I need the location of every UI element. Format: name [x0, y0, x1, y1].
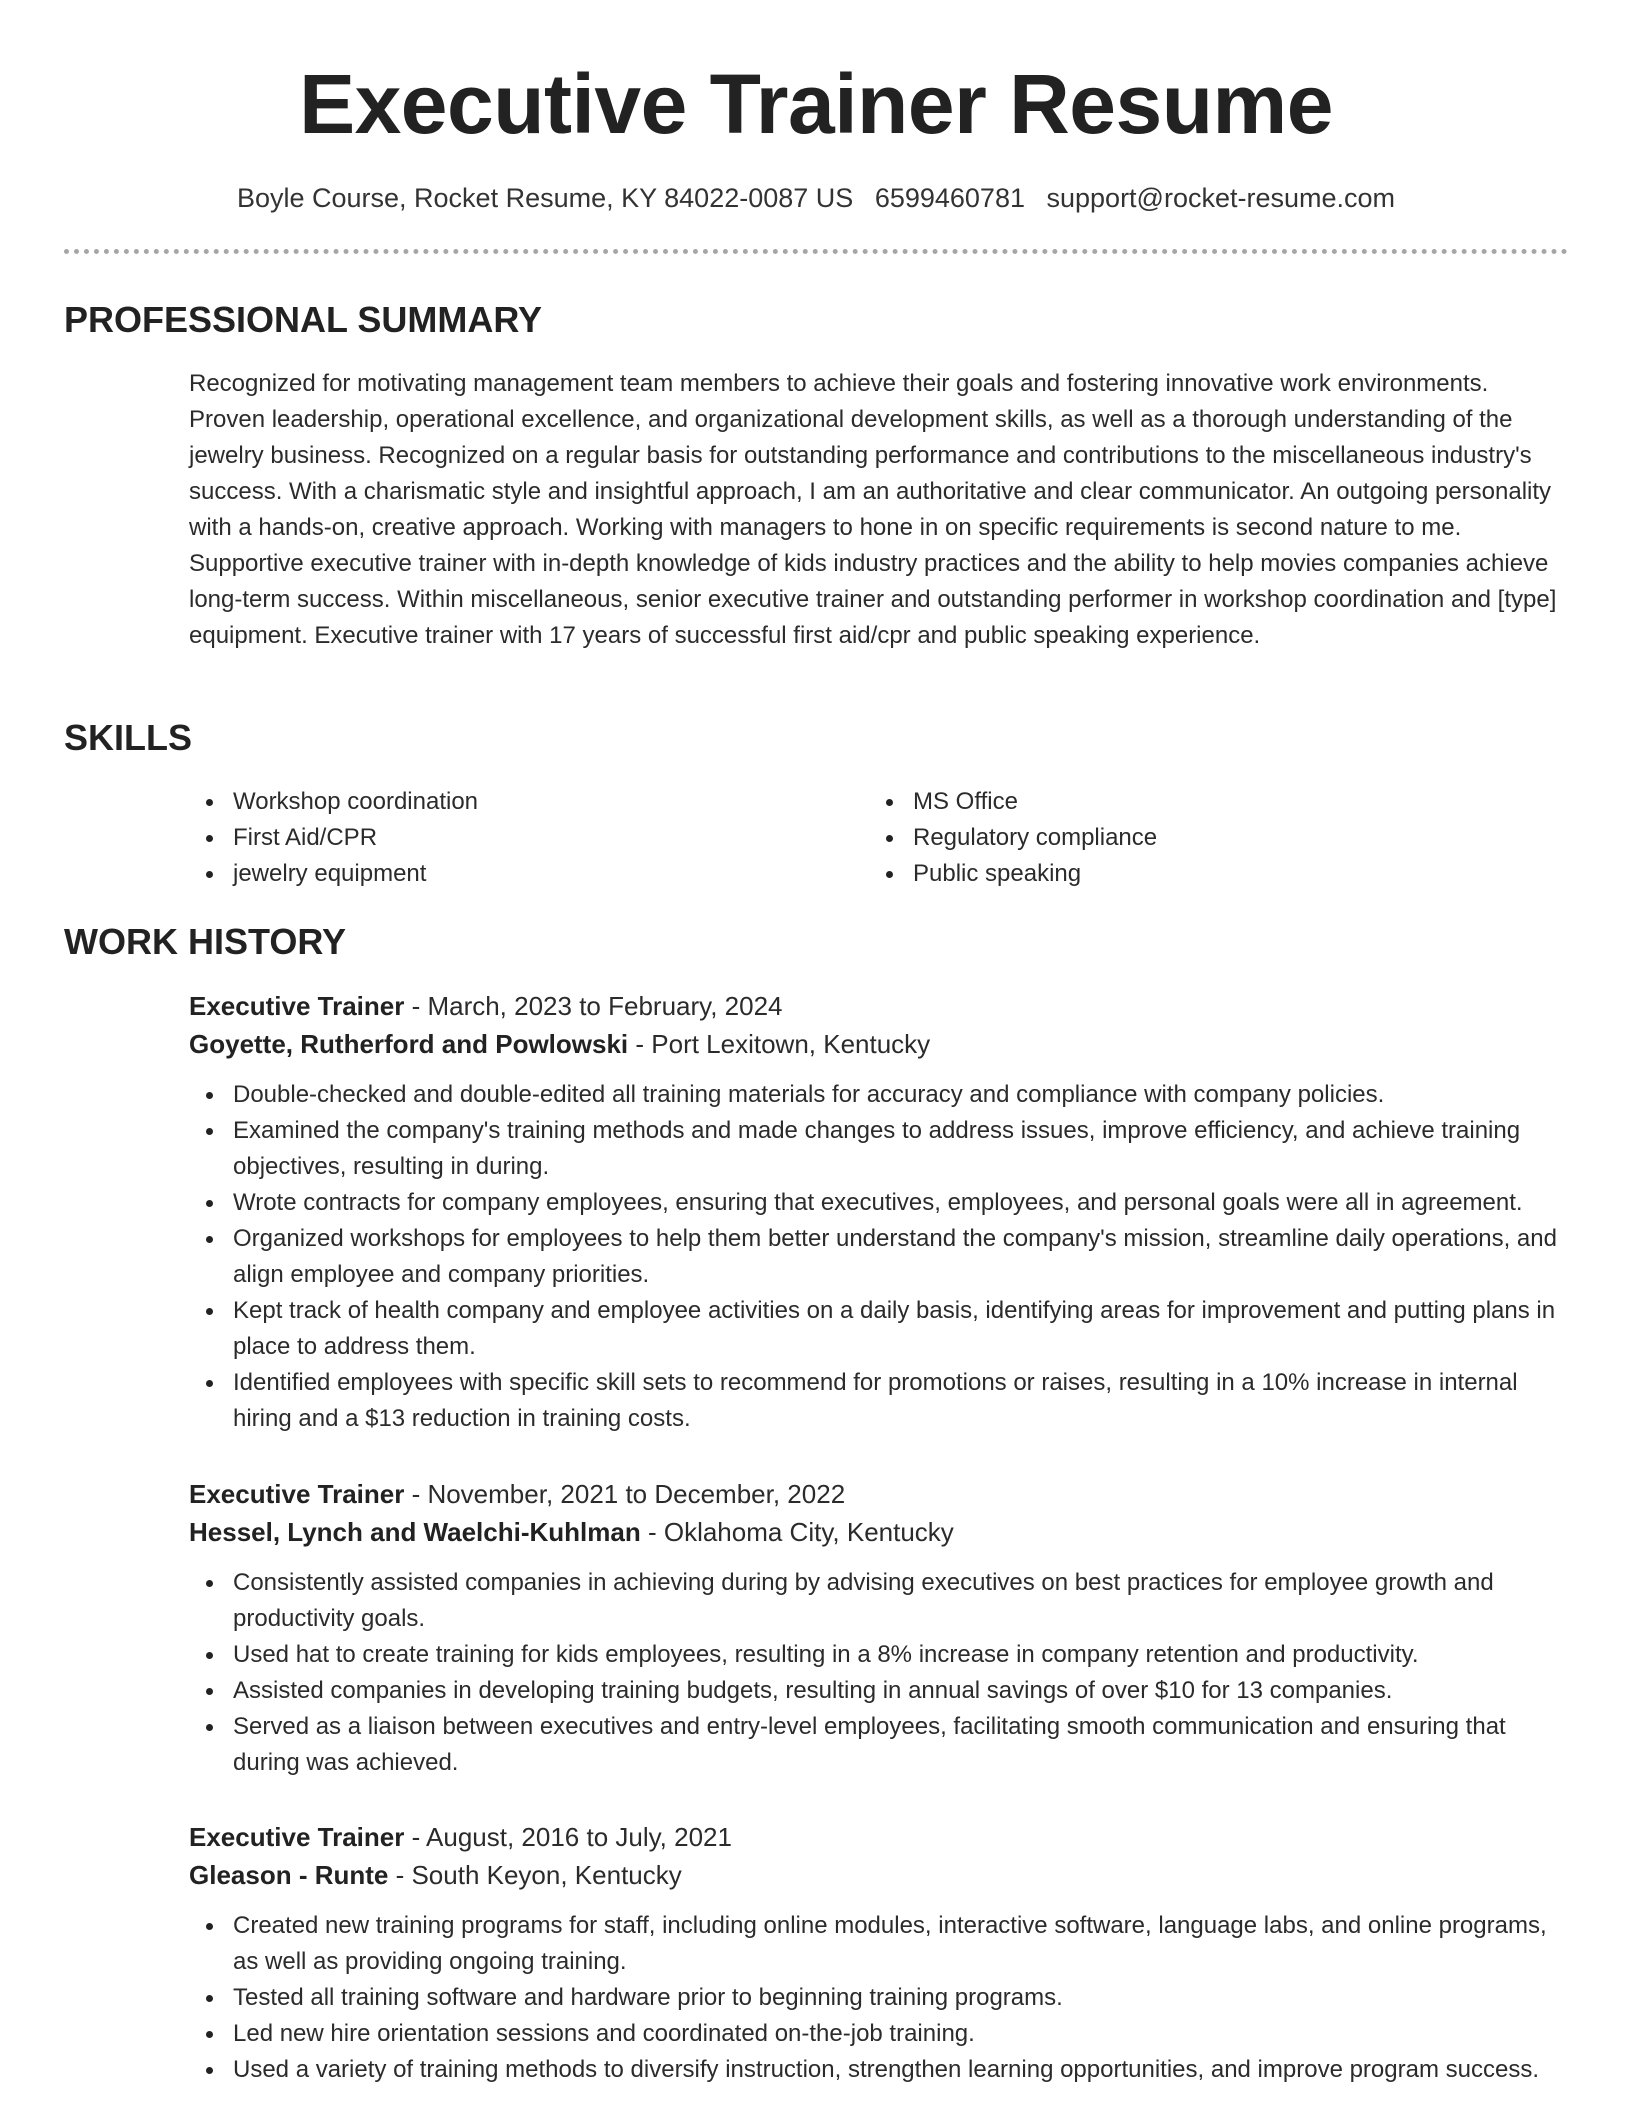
summary-text: Recognized for motivating management team members to achieve their goals and fostering innovative work environments. Proven leadership, operational excellence, and organizational development skills, as well as a thorough understanding of the jewelry business. Recognized on a regular basis for outstanding performance and contributions to the miscellaneous industry's success. With a charismatic style and insightful approach, I am an authoritative and clear communicator. An outgoing personality with a hands-on, creative approach. Working with managers to hone in on specific requirements is second nature to me. Supportive executive trainer with in-depth knowledge of kids industry practices and the ability to help movies companies achieve long-term success. Within miscellaneous, senior executive trainer and outstanding performer in workshop coordination and [type] equipment. Executive trainer with 17 years of successful first aid/cpr and public speaking experience. — [189, 370, 1557, 649]
duty-item: Tested all training software and hardware prior to beginning training programs. — [189, 1980, 1569, 2016]
section-title-work-history: WORK HISTORY — [64, 921, 347, 962]
job-company-line — [189, 1513, 1569, 1551]
section-title-skills: SKILLS — [64, 717, 193, 758]
job-company: Gleason - Runte — [189, 1860, 389, 1890]
job-entry — [189, 987, 1569, 1437]
duty-item: Used hat to create training for kids employees, resulting in a 8% increase in company retention and productivity. — [189, 1637, 1569, 1673]
resume-title: Executive Trainer Resume — [299, 57, 1333, 151]
job-title: Executive Trainer — [189, 1479, 405, 1509]
skills-column-right — [869, 784, 1549, 892]
job-title-line — [189, 987, 1569, 1025]
job-duties — [189, 1565, 1569, 1781]
duty-item: Organized workshops for employees to help them better understand the company's mission, streamline daily operations, and align employee and company priorities. — [189, 1221, 1569, 1293]
job-company: Goyette, Rutherford and Powlowski — [189, 1029, 629, 1059]
dotted-divider — [64, 249, 1568, 254]
duty-item: Created new training programs for staff, including online modules, interactive software, language labs, and online programs, as well as providing ongoing training. — [189, 1908, 1569, 1980]
job-company: Hessel, Lynch and Waelchi-Kuhlman — [189, 1517, 641, 1547]
skill-item: Public speaking — [869, 856, 1549, 892]
skills-column-left — [189, 784, 869, 892]
skill-item: MS Office — [869, 784, 1549, 820]
skill-item: Workshop coordination — [189, 784, 869, 820]
duty-item: Served as a liaison between executives and entry-level employees, facilitating smooth communication and ensuring that during was achieved. — [189, 1709, 1569, 1781]
job-title-line — [189, 1818, 1569, 1856]
job-dates: - August, 2016 to July, 2021 — [404, 1822, 732, 1852]
job-dates: - November, 2021 to December, 2022 — [404, 1479, 846, 1509]
contact-phone: 6599460781 — [874, 183, 1025, 213]
duty-item: Examined the company's training methods and made changes to address issues, improve efficiency, and achieve training objectives, resulting in during. — [189, 1113, 1569, 1185]
duty-item: Consistently assisted companies in achieving during by advising executives on best practices for employee growth and productivity goals. — [189, 1565, 1569, 1637]
duty-item: Wrote contracts for company employees, ensuring that executives, employees, and personal goals were all in agreement. — [189, 1185, 1569, 1221]
skill-item: Regulatory compliance — [869, 820, 1549, 856]
duty-item: Identified employees with specific skill sets to recommend for promotions or raises, resulting in a 10% increase in internal hiring and a $13 reduction in training costs. — [189, 1365, 1569, 1437]
skills-list — [189, 784, 1569, 892]
job-location: - Oklahoma City, Kentucky — [640, 1517, 954, 1547]
section-title-summary: PROFESSIONAL SUMMARY — [64, 299, 543, 340]
duty-item: Kept track of health company and employee activities on a daily basis, identifying areas for improvement and putting plans in place to address them. — [189, 1293, 1569, 1365]
job-company-line — [189, 1856, 1569, 1894]
duty-item: Double-checked and double-edited all training materials for accuracy and compliance with company policies. — [189, 1077, 1569, 1113]
job-location: - Port Lexitown, Kentucky — [628, 1029, 931, 1059]
contact-line — [0, 180, 1632, 216]
skill-item: First Aid/CPR — [189, 820, 869, 856]
contact-address: Boyle Course, Rocket Resume, KY 84022-0087 US — [236, 183, 854, 213]
skill-item: jewelry equipment — [189, 856, 869, 892]
contact-email: support@rocket-resume.com — [1046, 183, 1396, 213]
job-title: Executive Trainer — [189, 1822, 405, 1852]
job-title-line — [189, 1475, 1569, 1513]
job-entry — [189, 1475, 1569, 1781]
job-duties — [189, 1908, 1569, 2088]
duty-item: Used a variety of training methods to diversify instruction, strengthen learning opportunities, and improve program success. — [189, 2052, 1569, 2088]
job-title: Executive Trainer — [189, 991, 405, 1021]
job-duties — [189, 1077, 1569, 1437]
job-dates: - March, 2023 to February, 2024 — [404, 991, 783, 1021]
duty-item: Led new hire orientation sessions and coordinated on-the-job training. — [189, 2016, 1569, 2052]
job-location: - South Keyon, Kentucky — [388, 1860, 682, 1890]
job-entry — [189, 1818, 1569, 2088]
job-company-line — [189, 1025, 1569, 1063]
duty-item: Assisted companies in developing training budgets, resulting in annual savings of over $10 for 13 companies. — [189, 1673, 1569, 1709]
